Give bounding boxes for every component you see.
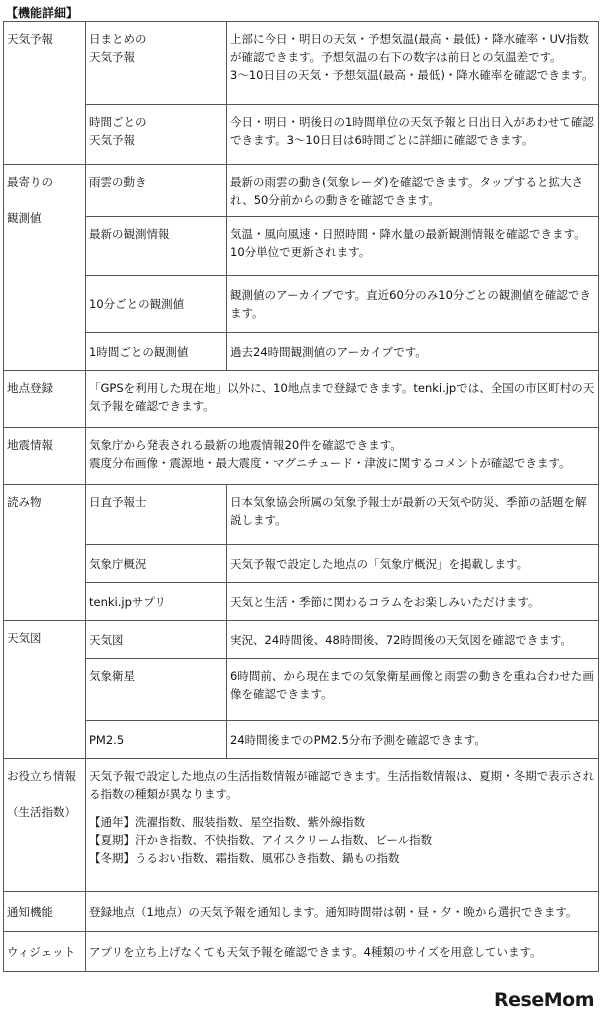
feature-pm25: PM2.5 [86, 721, 227, 759]
category-reading: 読み物 [4, 485, 86, 621]
table-row [4, 545, 599, 583]
feature-jma-overview: 気象庁概況 [86, 545, 227, 583]
description-weather-map: 実況、24時間後、48時間後、72時間後の天気図を確認できます。 [227, 621, 599, 659]
description-jma-overview: 天気予報で設定した地点の「気象庁概況」を掲載します。 [227, 545, 599, 583]
feature-weather-map: 天気図 [86, 621, 227, 659]
description-satellite: 6時間前、から現在までの気象衛星画像と雨雲の動きを重ね合わせた画像を確認できます。 [227, 659, 599, 721]
table-row [4, 721, 599, 759]
table-row [4, 485, 599, 545]
description-location-registration: 「GPSを利用した現在地」以外に、10地点まで登録できます。tenki.jpでは、全国の市区町村の天気予報を確認できます。 [86, 371, 599, 428]
table-row [4, 659, 599, 721]
table-row [4, 22, 599, 105]
description-10min-observation: 観測値のアーカイブです。直近60分のみ10分ごとの観測値を確認できます。 [227, 276, 599, 333]
description-useful-info: 天気予報で設定した地点の生活指数情報が確認できます。生活指数情報は、夏期・冬期で表示される指数の種類が異なります。 【通年】洗濯指数、服装指数、星空指数、紫外線指数 【夏期】汗かき指数、不快指数、アイスクリーム指数、ビール指数 【冬期】うるおい指数、霜指数、風邪ひき指数、鍋もの指数 [86, 759, 599, 892]
description-latest-observation: 気温・風向風速・日照時間・降水量の最新観測情報を確認できます。10分単位で更新されます。 [227, 217, 599, 276]
description-daily-forecast: 上部に今日・明日の天気・予想気温(最高・最低)・降水確率・UV指数が確認できます。予想気温の右下の数字は前日との気温差です。 3〜10日目の天気・予想気温(最高・最低)・降水確率を確認できます。 [227, 22, 599, 105]
description-pm25: 24時間後までのPM2.5分布予測を確認できます。 [227, 721, 599, 759]
feature-table [3, 21, 599, 972]
description-rain-cloud: 最新の雨雲の動き(気象レーダ)を確認できます。タップすると拡大され、50分前からの動きを確認できます。 [227, 165, 599, 217]
feature-forecaster-column: 日直予報士 [86, 485, 227, 545]
category-widget: ウィジェット [4, 932, 86, 972]
table-row [4, 165, 599, 217]
feature-tenki-supplement: tenki.jpサプリ [86, 583, 227, 621]
table-row [4, 932, 599, 972]
description-widget: アプリを立ち上げなくても天気予報を確認できます。4種類のサイズを用意しています。 [86, 932, 599, 972]
resemom-logo: ReseMom [494, 989, 594, 1011]
table-row [4, 428, 599, 485]
category-useful-info: お役立ち情報 （生活指数） [4, 759, 86, 892]
feature-rain-cloud: 雨雲の動き [86, 165, 227, 217]
feature-hourly-observation: 1時間ごとの観測値 [86, 333, 227, 371]
category-earthquake: 地震情報 [4, 428, 86, 485]
table-row [4, 371, 599, 428]
description-hourly-observation: 過去24時間観測値のアーカイブです。 [227, 333, 599, 371]
description-hourly-forecast: 今日・明日・明後日の1時間単位の天気予報と日出日入があわせて確認できます。3〜10日目は6時間ごとに詳細に確認できます。 [227, 105, 599, 165]
feature-satellite: 気象衛星 [86, 659, 227, 721]
table-row [4, 333, 599, 371]
description-tenki-supplement: 天気と生活・季節に関わるコラムをお楽しみいただけます。 [227, 583, 599, 621]
category-location-registration: 地点登録 [4, 371, 86, 428]
feature-latest-observation: 最新の観測情報 [86, 217, 227, 276]
table-row [4, 621, 599, 659]
category-notification: 通知機能 [4, 892, 86, 932]
feature-10min-observation: 10分ごとの観測値 [86, 276, 227, 333]
feature-daily-forecast: 日まとめの 天気予報 [86, 22, 227, 105]
category-weather-map: 天気図 [4, 621, 86, 759]
description-earthquake: 気象庁から発表される最新の地震情報20件を確認できます。 震度分布画像・震源地・最大震度・マグニチュード・津波に関するコメントが確認できます。 [86, 428, 599, 485]
table-row [4, 583, 599, 621]
table-row [4, 217, 599, 276]
category-weather-forecast: 天気予報 [4, 22, 86, 165]
category-nearest-observation: 最寄りの 観測値 [4, 165, 86, 371]
table-row [4, 759, 599, 892]
feature-hourly-forecast: 時間ごとの 天気予報 [86, 105, 227, 165]
section-heading: 【機能詳細】 [6, 6, 79, 20]
table-row [4, 276, 599, 333]
description-forecaster-column: 日本気象協会所属の気象予報士が最新の天気や防災、季節の話題を解説します。 [227, 485, 599, 545]
table-row [4, 892, 599, 932]
table-row [4, 105, 599, 165]
description-notification: 登録地点（1地点）の天気予報を通知します。通知時間帯は朝・昼・夕・晩から選択できます。 [86, 892, 599, 932]
